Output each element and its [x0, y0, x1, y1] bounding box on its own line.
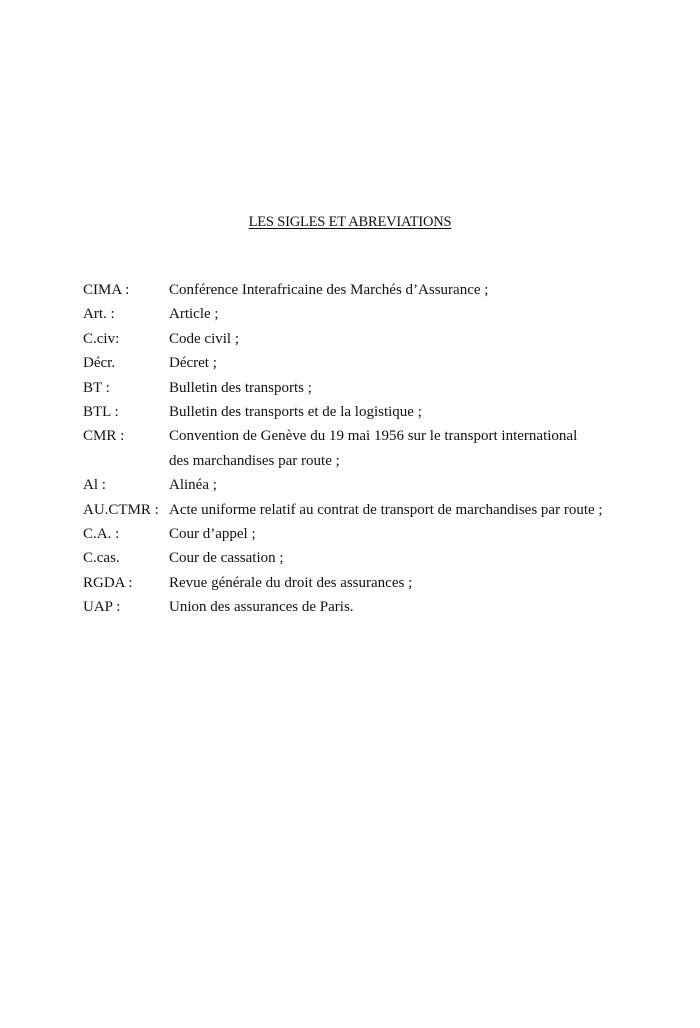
abbreviation-definition: Bulletin des transports ; [169, 379, 312, 396]
abbreviation-entry [83, 498, 603, 522]
abbreviation: UAP : [83, 599, 121, 616]
abbreviation-entry [83, 571, 603, 595]
abbreviation-entry [83, 302, 603, 326]
abbreviation-entry [83, 546, 603, 570]
abbreviation: RGDA : [83, 574, 133, 591]
abbreviation-definition: Revue générale du droit des assurances ; [169, 574, 413, 591]
abbreviation-definition: Alinéa ; [169, 477, 217, 494]
abbreviation: C.cas. [83, 550, 120, 567]
abbreviation-definition: Bulletin des transports et de la logistique ; [169, 404, 422, 421]
abbreviation-list [83, 278, 603, 620]
abbreviation-entry [83, 595, 603, 619]
page-title: LES SIGLES ET ABREVIATIONS [248, 214, 452, 230]
abbreviation-definition: Cour de cassation ; [169, 550, 284, 567]
abbreviation: Al : [83, 477, 106, 494]
abbreviation-entry [83, 522, 603, 546]
abbreviation-definition: Union des assurances de Paris. [169, 599, 354, 616]
abbreviation-definition: Acte uniforme relatif au contrat de transport de marchandises par route ; [169, 501, 603, 518]
abbreviation: BT : [83, 379, 110, 396]
abbreviation: Art. : [83, 306, 115, 323]
abbreviation-definition: Cour d’appel ; [169, 526, 256, 543]
abbreviation-definition: Article ; [169, 306, 219, 323]
abbreviation: C.civ: [83, 330, 120, 347]
abbreviation: Décr. [83, 355, 116, 372]
abbreviation-entry [83, 351, 603, 375]
abbreviation-definition: Décret ; [169, 355, 217, 372]
abbreviation-entry [83, 424, 603, 473]
abbreviation: C.A. : [83, 526, 120, 543]
abbreviation: AU.CTMR : [83, 501, 159, 518]
abbreviation: BTL : [83, 404, 119, 421]
abbreviation-entry [83, 376, 603, 400]
abbreviation: CMR : [83, 428, 125, 445]
abbreviation-entry [83, 278, 603, 302]
abbreviation: CIMA : [83, 282, 130, 298]
abbreviation-entry [83, 473, 603, 497]
abbreviation-definition: Convention de Genève du 19 mai 1956 sur le transport international des marchandises par route ; [169, 428, 578, 469]
abbreviation-definition: Code civil ; [169, 330, 239, 347]
abbreviation-entry [83, 327, 603, 351]
abbreviation-entry [83, 400, 603, 424]
abbreviation-definition: Conférence Interafricaine des Marchés d’Assurance ; [169, 282, 489, 298]
